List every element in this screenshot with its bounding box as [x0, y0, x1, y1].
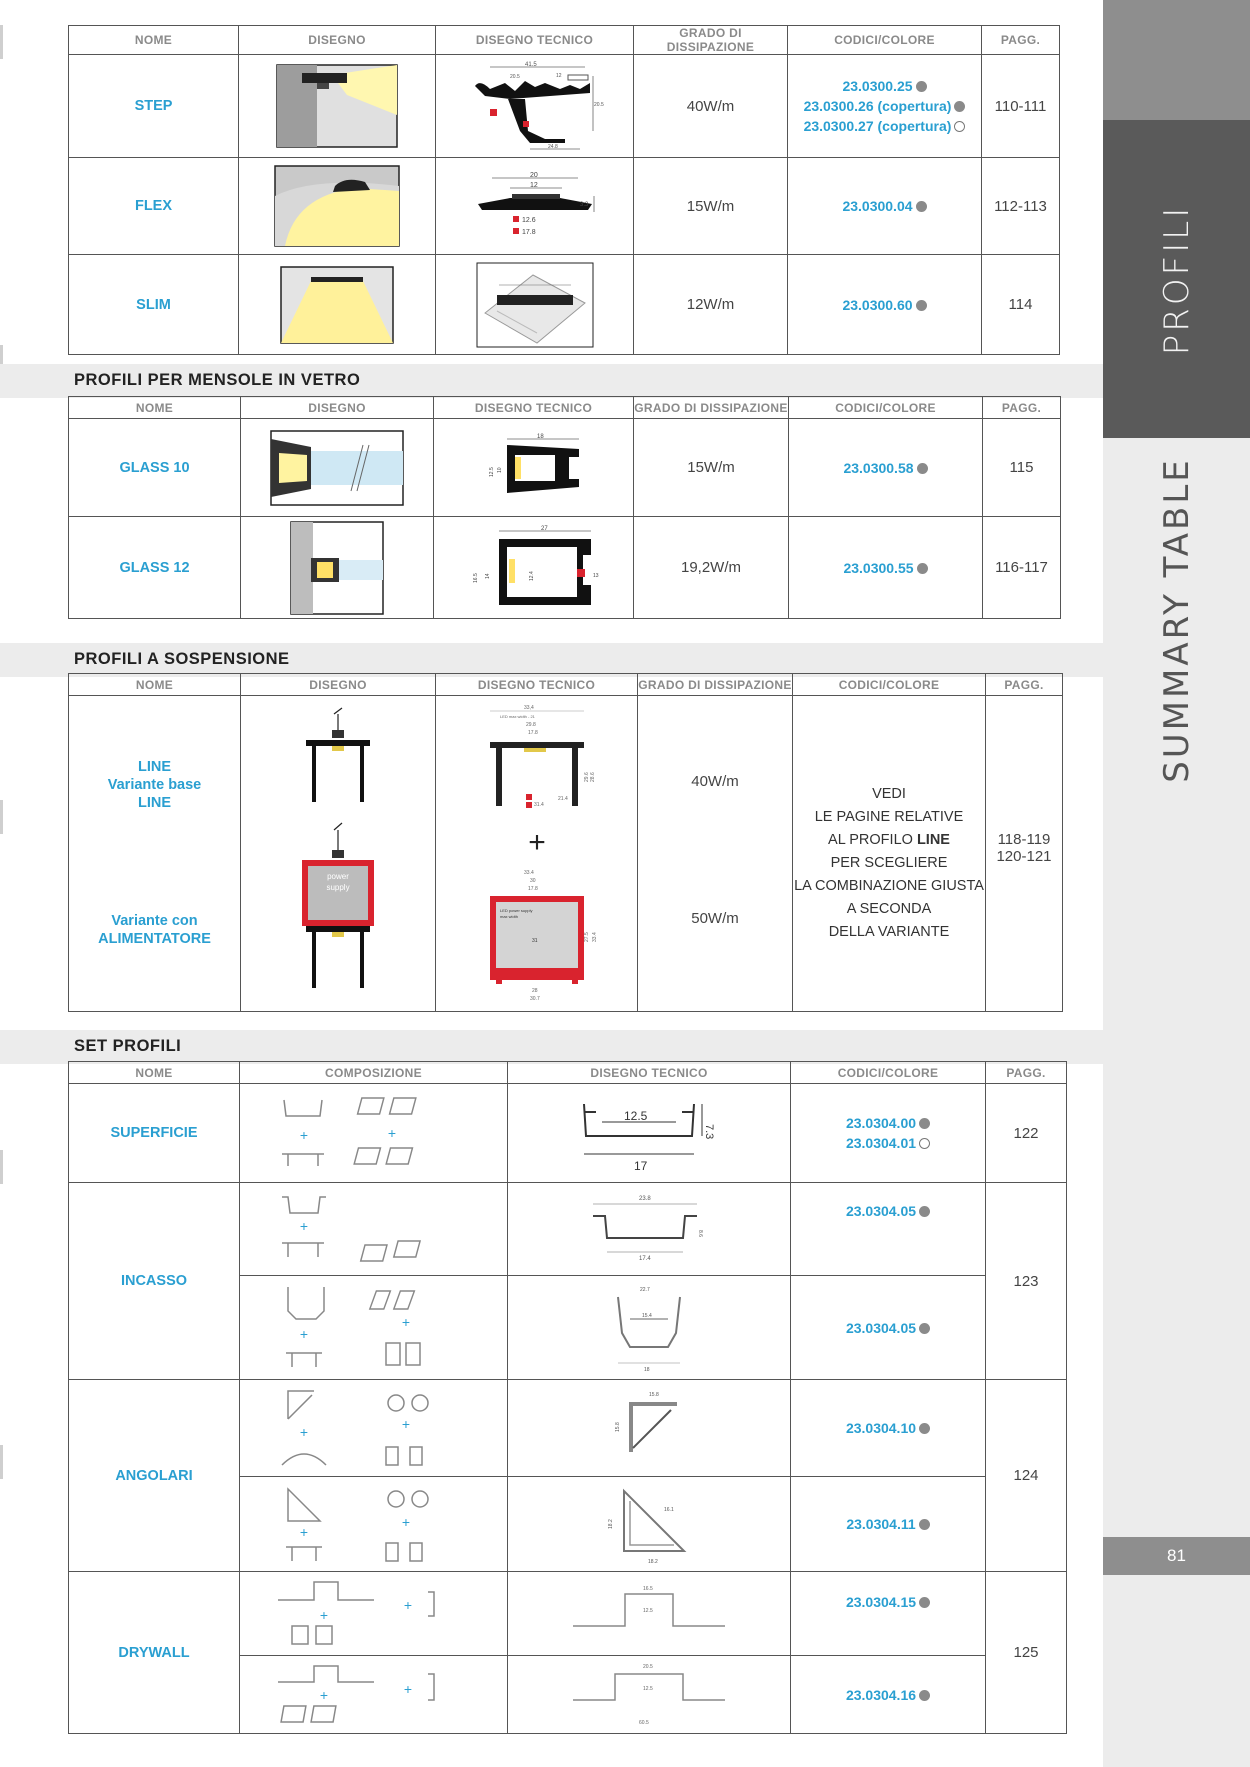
code-line — [791, 1592, 985, 1612]
tech-label: 17 — [634, 1159, 648, 1173]
col-codici: CODICI/COLORE — [793, 674, 986, 696]
product-name: ANGOLARI — [69, 1380, 240, 1572]
tech-label: 20.5 — [643, 1663, 653, 1670]
drywall-tech-drawing-2 — [569, 1660, 729, 1730]
tech-label: 12.4 — [528, 570, 535, 581]
tech-label: 20.5 — [509, 74, 520, 80]
tech-label: 31.4 — [533, 802, 544, 808]
tech-label: 8.6 — [697, 1230, 703, 1237]
dissipation: 50W/m — [691, 910, 739, 927]
col-codici: CODICI/COLORE — [789, 397, 983, 419]
code-line — [791, 1514, 985, 1534]
tech-label: max width — [499, 914, 518, 919]
col-composizione: COMPOSIZIONE — [240, 1062, 508, 1084]
table-set-profili — [68, 1061, 1067, 1734]
pages-line: 120-121 — [996, 847, 1052, 865]
code-value: 23.0300.25 — [842, 78, 913, 94]
tech-label: 12 — [555, 73, 562, 79]
code-value: 23.0304.11 — [846, 1516, 916, 1532]
angolari-composition-image — [274, 1385, 474, 1471]
color-dot-grey-icon — [919, 1206, 930, 1217]
product-name-cell — [69, 696, 241, 1012]
note-line: LE PAGINE RELATIVE — [814, 809, 964, 825]
table-row — [69, 1380, 1067, 1477]
codes-cell — [791, 1572, 986, 1656]
tech-label: 18 — [644, 1366, 650, 1373]
code-value: 23.0304.05 — [845, 1319, 917, 1336]
composition-drawing — [240, 1380, 508, 1477]
dissipation: 40W/m — [634, 55, 788, 158]
drywall-tech-drawing-1 — [569, 1582, 729, 1646]
incasso-composition-image — [274, 1189, 474, 1269]
pages: 114 — [982, 255, 1060, 355]
sidebar-summary-label: SUMMARY TABLE — [1157, 457, 1197, 783]
code-line — [791, 1133, 985, 1153]
section-title: PROFILI A SOSPENSIONE — [74, 650, 290, 668]
pages: 110-111 — [982, 55, 1060, 158]
pages: 124 — [986, 1380, 1067, 1572]
vedi-cell — [793, 696, 986, 1012]
tech-label: 17.8 — [527, 730, 538, 736]
table-sospensione — [68, 673, 1063, 1012]
product-name: FLEX — [69, 158, 239, 255]
tech-label: 30 — [529, 878, 536, 884]
note-line: PER SCEGLIERE — [830, 855, 948, 871]
tech-label: 10 — [496, 466, 503, 473]
line-name — [69, 758, 240, 812]
product-tech-drawing — [508, 1477, 791, 1572]
tech-label: 33.4 — [523, 870, 534, 876]
plus-icon: + — [403, 1680, 412, 1697]
composition-drawing — [240, 1572, 508, 1656]
tech-label: 33.4 — [591, 932, 598, 942]
color-dot-grey-icon — [916, 201, 927, 212]
col-pagg: PAGG. — [982, 26, 1060, 55]
note-line: VEDI — [872, 786, 906, 802]
color-dot-grey-icon — [917, 463, 928, 474]
composition-drawing — [240, 1084, 508, 1183]
product-tech-drawing — [434, 517, 634, 619]
tech-label: 12.5 — [488, 466, 495, 477]
product-name: INCASSO — [69, 1183, 240, 1380]
note-line: DELLA VARIANTE — [828, 924, 950, 940]
margin-tick — [0, 1445, 3, 1479]
tech-label: 15.8 — [649, 1392, 659, 1398]
product-name: GLASS 12 — [69, 517, 241, 619]
superficie-tech-drawing — [574, 1092, 724, 1174]
slim-tech-drawing — [477, 263, 593, 347]
section-title: PROFILI PER MENSOLE IN VETRO — [74, 371, 361, 389]
product-tech-drawing — [434, 419, 634, 517]
tech-label: 20 — [529, 172, 538, 179]
tech-label: 17.4 — [639, 1256, 651, 1262]
tech-label: 18.2 — [648, 1559, 658, 1565]
plus-icon: + — [319, 1686, 328, 1703]
code-line — [788, 116, 981, 136]
tech-label: LED max width - 21 — [499, 714, 535, 719]
tech-label: 7.3 — [703, 1124, 715, 1140]
dissipation: 19,2W/m — [634, 517, 789, 619]
col-codici: CODICI/COLORE — [791, 1062, 986, 1084]
tech-label: 15.4 — [642, 1312, 652, 1319]
sidebar — [1103, 0, 1250, 1767]
product-drawing — [241, 696, 436, 1012]
product-tech-drawing — [508, 1276, 791, 1380]
plus-icon: + — [299, 1524, 308, 1540]
power-supply-label: supply — [326, 883, 350, 892]
col-disegno: DISEGNO — [241, 674, 436, 696]
code-value: 23.0300.04 — [842, 198, 913, 214]
tech-label: 12.6 — [521, 217, 536, 224]
tech-label: 33,4 — [523, 705, 534, 711]
composition-drawing — [240, 1477, 508, 1572]
color-dot-grey-icon — [919, 1118, 930, 1129]
code-line — [789, 458, 982, 478]
composition-drawing — [240, 1276, 508, 1380]
table-row — [69, 419, 1061, 517]
codes-cell — [788, 55, 982, 158]
step-tech-drawing — [470, 61, 604, 151]
col-grado: GRADO DI DISSIPAZIONE — [638, 674, 793, 696]
codes-cell — [788, 158, 982, 255]
product-tech-drawing — [436, 696, 638, 1012]
tech-label: 29.8 — [525, 722, 536, 728]
tech-label: 60.5 — [639, 1719, 649, 1726]
plus-icon: + — [299, 1127, 308, 1143]
code-line — [788, 196, 981, 216]
section-band — [0, 364, 1103, 398]
code-value: 23.0304.05 — [845, 1203, 917, 1219]
product-drawing — [241, 419, 434, 517]
table-row — [69, 55, 1060, 158]
line-tech-drawing — [472, 702, 602, 1002]
codes-cell — [789, 517, 983, 619]
code-value: 23.0300.60 — [842, 296, 913, 313]
pages-cell — [986, 696, 1063, 1012]
table-profili-main — [68, 25, 1060, 355]
composition-drawing — [240, 1656, 508, 1734]
tech-label: 31 — [531, 938, 538, 944]
codes-cell — [791, 1084, 986, 1183]
tech-label: 41.5 — [524, 62, 537, 68]
plus-icon: + — [401, 1313, 410, 1330]
tech-label: 16.5 — [643, 1585, 653, 1592]
col-pagg: PAGG. — [986, 674, 1063, 696]
table-row — [69, 1084, 1067, 1183]
glass10-drawing-image — [271, 431, 403, 505]
code-value: 23.0304.00 — [845, 1115, 917, 1131]
code-line — [788, 76, 981, 96]
product-drawing — [241, 517, 434, 619]
tech-label: 23.8 — [639, 1196, 651, 1202]
margin-tick — [0, 1150, 3, 1184]
code-value: 23.0300.58 — [843, 459, 914, 476]
margin-tick — [0, 25, 3, 59]
angolari-tech-drawing-1 — [609, 1388, 689, 1468]
alimentatore-name — [69, 912, 240, 948]
col-disegno-tecnico: DISEGNO TECNICO — [436, 674, 638, 696]
product-drawing — [239, 255, 436, 355]
name-line: LINE — [137, 795, 172, 811]
plus-icon: + — [299, 1424, 308, 1440]
tech-label: 27 — [540, 525, 548, 532]
product-name: DRYWALL — [69, 1572, 240, 1734]
tech-label: 22.7 — [640, 1286, 650, 1293]
incasso-tech-drawing-1 — [589, 1192, 709, 1266]
product-tech-drawing — [436, 255, 634, 355]
table-row — [69, 1572, 1067, 1656]
color-dot-grey-icon — [919, 1597, 930, 1608]
glass10-tech-drawing — [479, 433, 589, 503]
margin-tick — [0, 800, 3, 834]
col-grado: GRADO DI DISSIPAZIONE — [634, 26, 788, 55]
col-disegno-tecnico: DISEGNO TECNICO — [508, 1062, 791, 1084]
product-name: SLIM — [69, 255, 239, 355]
angolari-composition-image-2 — [274, 1481, 474, 1567]
superficie-composition-image — [274, 1090, 474, 1176]
codes-cell — [791, 1656, 986, 1734]
product-tech-drawing — [436, 158, 634, 255]
plus-icon: + — [319, 1606, 328, 1623]
code-value: 23.0300.55 — [843, 559, 914, 576]
pages: 112-113 — [982, 158, 1060, 255]
glass12-drawing-image — [291, 522, 383, 614]
incasso-composition-image-2 — [274, 1281, 474, 1375]
codes-cell — [791, 1380, 986, 1477]
table-row — [69, 696, 1063, 1012]
tech-label: 20.5 — [593, 102, 604, 108]
codes-cell — [791, 1477, 986, 1572]
slim-drawing-image — [281, 267, 393, 343]
product-name: SUPERFICIE — [69, 1084, 240, 1183]
product-tech-drawing — [508, 1380, 791, 1477]
name-line: Variante con — [111, 913, 198, 929]
section-band — [0, 643, 1103, 677]
tech-label: 18.2 — [608, 1519, 614, 1529]
color-dot-white-icon — [919, 1138, 930, 1149]
product-tech-drawing — [508, 1656, 791, 1734]
tech-label: 29.6 — [583, 772, 590, 782]
codes-cell — [788, 255, 982, 355]
tech-label: 17.8 — [521, 229, 536, 236]
product-name: GLASS 10 — [69, 419, 241, 517]
dissipation: 12W/m — [634, 255, 788, 355]
plus-icon: + — [401, 1514, 410, 1530]
tech-label: 17.8 — [527, 886, 538, 892]
product-name: STEP — [69, 55, 239, 158]
color-dot-grey-icon — [954, 101, 965, 112]
color-dot-grey-icon — [919, 1323, 930, 1334]
note-text: AL PROFILO — [828, 832, 917, 848]
col-codici: CODICI/COLORE — [788, 26, 982, 55]
name-line: LINE — [137, 759, 172, 775]
plus-icon: + — [299, 1325, 308, 1342]
section-title: SET PROFILI — [74, 1037, 182, 1055]
tech-label: 27.5 — [583, 932, 590, 942]
code-line — [791, 1201, 985, 1221]
col-grado: GRADO DI DISSIPAZIONE — [634, 397, 789, 419]
sidebar-profili-label: PROFILI — [1157, 204, 1197, 356]
dissipation: 15W/m — [634, 419, 789, 517]
name-line: ALIMENTATORE — [98, 931, 211, 947]
table-row — [69, 158, 1060, 255]
tech-label: 16.5 — [472, 572, 479, 583]
product-drawing — [239, 55, 436, 158]
drywall-composition-image — [274, 1576, 474, 1652]
product-drawing — [239, 158, 436, 255]
pages: 123 — [986, 1183, 1067, 1380]
color-dot-grey-icon — [917, 563, 928, 574]
code-line — [791, 1318, 985, 1338]
dissipation-cell — [638, 696, 793, 1012]
table-row — [69, 517, 1061, 619]
tech-label: 30.7 — [529, 996, 540, 1002]
code-line — [788, 295, 981, 315]
col-disegno: DISEGNO — [239, 26, 436, 55]
tech-label: 18 — [536, 433, 544, 440]
product-tech-drawing — [508, 1572, 791, 1656]
tech-label: 12.5 — [643, 1685, 653, 1692]
plus-sign: + — [527, 826, 546, 859]
codes-cell — [791, 1276, 986, 1380]
pages: 125 — [986, 1572, 1067, 1734]
pages: 115 — [983, 419, 1061, 517]
tech-label: 28.6 — [589, 772, 596, 782]
note-line: LA COMBINAZIONE GIUSTA — [794, 878, 984, 894]
code-line — [791, 1113, 985, 1133]
dissipation: 15W/m — [634, 158, 788, 255]
tech-label: 12 — [529, 182, 538, 189]
tech-label: 21.4 — [557, 796, 568, 802]
plus-icon: + — [403, 1596, 412, 1613]
glass12-tech-drawing — [469, 525, 599, 611]
product-tech-drawing — [436, 55, 634, 158]
plus-icon: + — [387, 1125, 396, 1141]
pages: 116-117 — [983, 517, 1061, 619]
pages — [986, 831, 1062, 865]
col-nome: NOME — [69, 674, 241, 696]
plus-icon: + — [299, 1218, 308, 1234]
product-tech-drawing — [508, 1084, 791, 1183]
code-line — [791, 1685, 985, 1705]
note-line: A SECONDA — [846, 901, 932, 917]
tech-label: 28 — [531, 988, 538, 994]
col-disegno-tecnico: DISEGNO TECNICO — [434, 397, 634, 419]
col-nome: NOME — [69, 26, 239, 55]
tech-label: 15.8 — [615, 1422, 621, 1432]
table-row — [69, 1183, 1067, 1276]
vedi-note — [793, 783, 985, 944]
color-dot-grey-icon — [919, 1519, 930, 1530]
incasso-tech-drawing-2 — [604, 1283, 694, 1373]
name-line: Variante base — [107, 777, 202, 793]
note-bold-line: LINE — [916, 832, 950, 848]
col-disegno: DISEGNO — [241, 397, 434, 419]
tech-label: 12.5 — [624, 1109, 648, 1123]
tech-label: 13 — [592, 572, 599, 579]
color-dot-grey-icon — [919, 1690, 930, 1701]
tech-label: 16.1 — [664, 1507, 674, 1513]
composition-drawing — [240, 1183, 508, 1276]
col-nome: NOME — [69, 1062, 240, 1084]
tech-label: 24.8 — [547, 144, 558, 150]
code-value: 23.0300.26 (copertura) — [803, 98, 952, 114]
code-value: 23.0304.15 — [845, 1594, 917, 1610]
pages-line: 118-119 — [997, 830, 1051, 848]
col-nome: NOME — [69, 397, 241, 419]
angolari-tech-drawing-2 — [604, 1481, 694, 1567]
product-tech-drawing — [508, 1183, 791, 1276]
code-line — [789, 558, 982, 578]
pages: 122 — [986, 1084, 1067, 1183]
col-pagg: PAGG. — [986, 1062, 1067, 1084]
color-dot-grey-icon — [916, 81, 927, 92]
line-drawing-image — [298, 702, 378, 1002]
code-value: 23.0300.27 (copertura) — [803, 118, 952, 134]
codes-cell — [789, 419, 983, 517]
code-value: 23.0304.16 — [845, 1686, 917, 1703]
flex-drawing-image — [275, 166, 399, 246]
tech-label: 12.5 — [643, 1607, 653, 1614]
dissipation: 40W/m — [691, 773, 739, 790]
code-line — [791, 1418, 985, 1438]
tech-label: 14 — [484, 572, 491, 579]
step-drawing-image — [277, 65, 397, 147]
color-dot-grey-icon — [919, 1423, 930, 1434]
color-dot-grey-icon — [916, 300, 927, 311]
tech-label: LED power supply — [499, 908, 532, 913]
code-value: 23.0304.01 — [845, 1135, 917, 1151]
plus-icon: + — [401, 1416, 410, 1432]
tech-label: 3.3 — [579, 202, 588, 208]
page-number: 81 — [1103, 1537, 1250, 1575]
table-glass — [68, 396, 1061, 619]
table-row — [69, 255, 1060, 355]
color-dot-white-icon — [954, 121, 965, 132]
section-band — [0, 1030, 1103, 1064]
col-pagg: PAGG. — [983, 397, 1061, 419]
flex-tech-drawing — [470, 172, 600, 240]
col-disegno-tecnico: DISEGNO TECNICO — [436, 26, 634, 55]
drywall-composition-image-2 — [274, 1660, 474, 1730]
note-line — [793, 829, 985, 852]
sidebar-top-block — [1103, 0, 1250, 120]
codes-cell — [791, 1183, 986, 1276]
code-value: 23.0304.10 — [845, 1420, 917, 1436]
power-supply-label: power — [327, 872, 349, 881]
code-line — [788, 96, 981, 116]
